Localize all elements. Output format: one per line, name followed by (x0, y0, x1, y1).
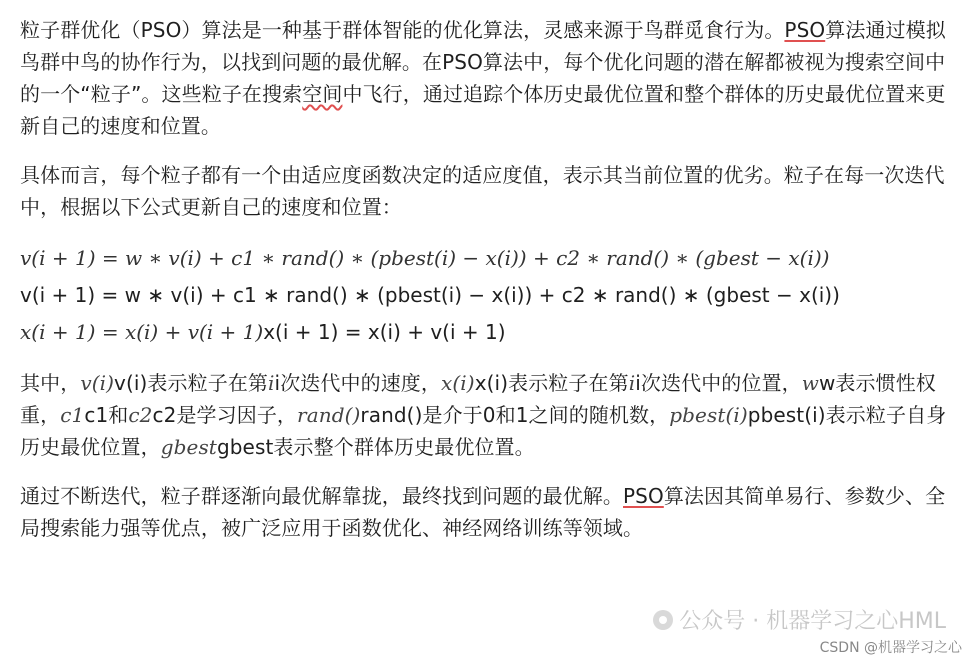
math-inline: c2 (128, 403, 153, 427)
text-span: 表示粒子自身历史最优位置， (20, 403, 947, 459)
text-span: PSO (623, 484, 664, 508)
text-span: 通过不断迭代，粒子群逐渐向最优解靠拢，最终找到问题的最优解。 (20, 484, 623, 508)
wechat-icon (653, 610, 673, 630)
paragraph-conclusion (20, 480, 955, 544)
text-span: i (635, 371, 641, 395)
position-formula-rendered: x(i + 1) = x(i) + v(i + 1) (20, 320, 264, 344)
math-inline: rand() (297, 403, 361, 427)
paragraph-detail: 具体而言，每个粒子都有一个由适应度函数决定的适应度值，表示其当前位置的优劣。粒子在每一次迭代中，根据以下公式更新自己的速度和位置： (20, 163, 945, 219)
watermark-text: 公众号 · 机器学习之心HML (679, 609, 946, 634)
text-span: 中飞行，通过追踪个体历史最优位置和整个群体的历史最优位置来更新自己的速度和位置。 (20, 82, 946, 138)
text-span: 表示惯性权重， (20, 371, 936, 427)
text-span: 算法中，每个优化问题的潜在解都被视为搜索空间中的一个“粒子”。这些粒子在搜索 (20, 50, 946, 106)
math-inline: x(i) (441, 371, 475, 395)
math-inline: gbest (160, 435, 217, 459)
text-span: PSO (140, 18, 182, 42)
paragraph-intro (20, 14, 955, 142)
text-span: pbest(i) (747, 403, 826, 427)
text-span: 算法因其简单易行、参数少、全局搜索能力强等优点，被广泛应用于函数优化、神经网络训练等领域。 (20, 484, 946, 540)
text-span: 空间 (302, 82, 343, 106)
text-span: ）算法是一种基于群体智能的优化算法，灵感来源于鸟群觅食行为。 (181, 18, 785, 42)
text-span: c1 (84, 403, 109, 427)
article-body (20, 14, 955, 561)
text-span: rand() (360, 403, 423, 427)
position-formula-plain: x(i + 1) = x(i) + v(i + 1) (263, 320, 506, 344)
text-span: 表示整个群体历史最优位置。 (273, 435, 535, 459)
velocity-formula-rendered: v(i + 1) = w ∗ v(i) + c1 ∗ rand() ∗ (pbest(i) − x(i)) + c2 ∗ rand() ∗ (gbest − x(i)) (20, 246, 830, 270)
text-span: x(i) (474, 371, 509, 395)
text-span: 次迭代中的速度， (280, 371, 442, 395)
velocity-formula-plain: v(i + 1) = w ∗ v(i) + c1 ∗ rand() ∗ (pbest(i) − x(i)) + c2 ∗ rand() ∗ (gbest − x(i)) (20, 283, 840, 307)
text-span: w (818, 371, 836, 395)
math-inline: i (628, 371, 636, 395)
text-span: 表示粒子在第 (508, 371, 629, 395)
watermark (653, 604, 946, 635)
text-span: 次迭代中的位置， (640, 371, 802, 395)
text-span: v(i) (114, 371, 148, 395)
math-inline: v(i) (80, 371, 115, 395)
text-span: PSO (442, 50, 483, 74)
math-inline: w (801, 371, 819, 395)
math-inline: i (268, 371, 275, 395)
text-span: gbest (216, 435, 274, 459)
text-span: 其中， (20, 371, 81, 395)
text-span: i (274, 371, 281, 395)
text-span: 算法通过模拟鸟群中鸟的协作行为，以找到问题的最优解。在 (20, 18, 946, 74)
csdn-credit: CSDN @机器学习之心 (819, 640, 962, 656)
text-span: 是学习因子， (176, 403, 298, 427)
text-span: c2 (152, 403, 177, 427)
position-formula (20, 314, 955, 351)
text-span: 和 (108, 403, 129, 427)
text-span: 表示粒子在第 (147, 371, 269, 395)
paragraph-definitions (20, 367, 955, 463)
text-span: 粒子群优化（ (20, 18, 141, 42)
formula-block (20, 240, 955, 351)
math-inline: pbest(i) (669, 403, 748, 427)
text-span: PSO (784, 18, 826, 42)
text-span: 是介于0和1之间的随机数， (422, 403, 670, 427)
math-inline: c1 (60, 403, 85, 427)
